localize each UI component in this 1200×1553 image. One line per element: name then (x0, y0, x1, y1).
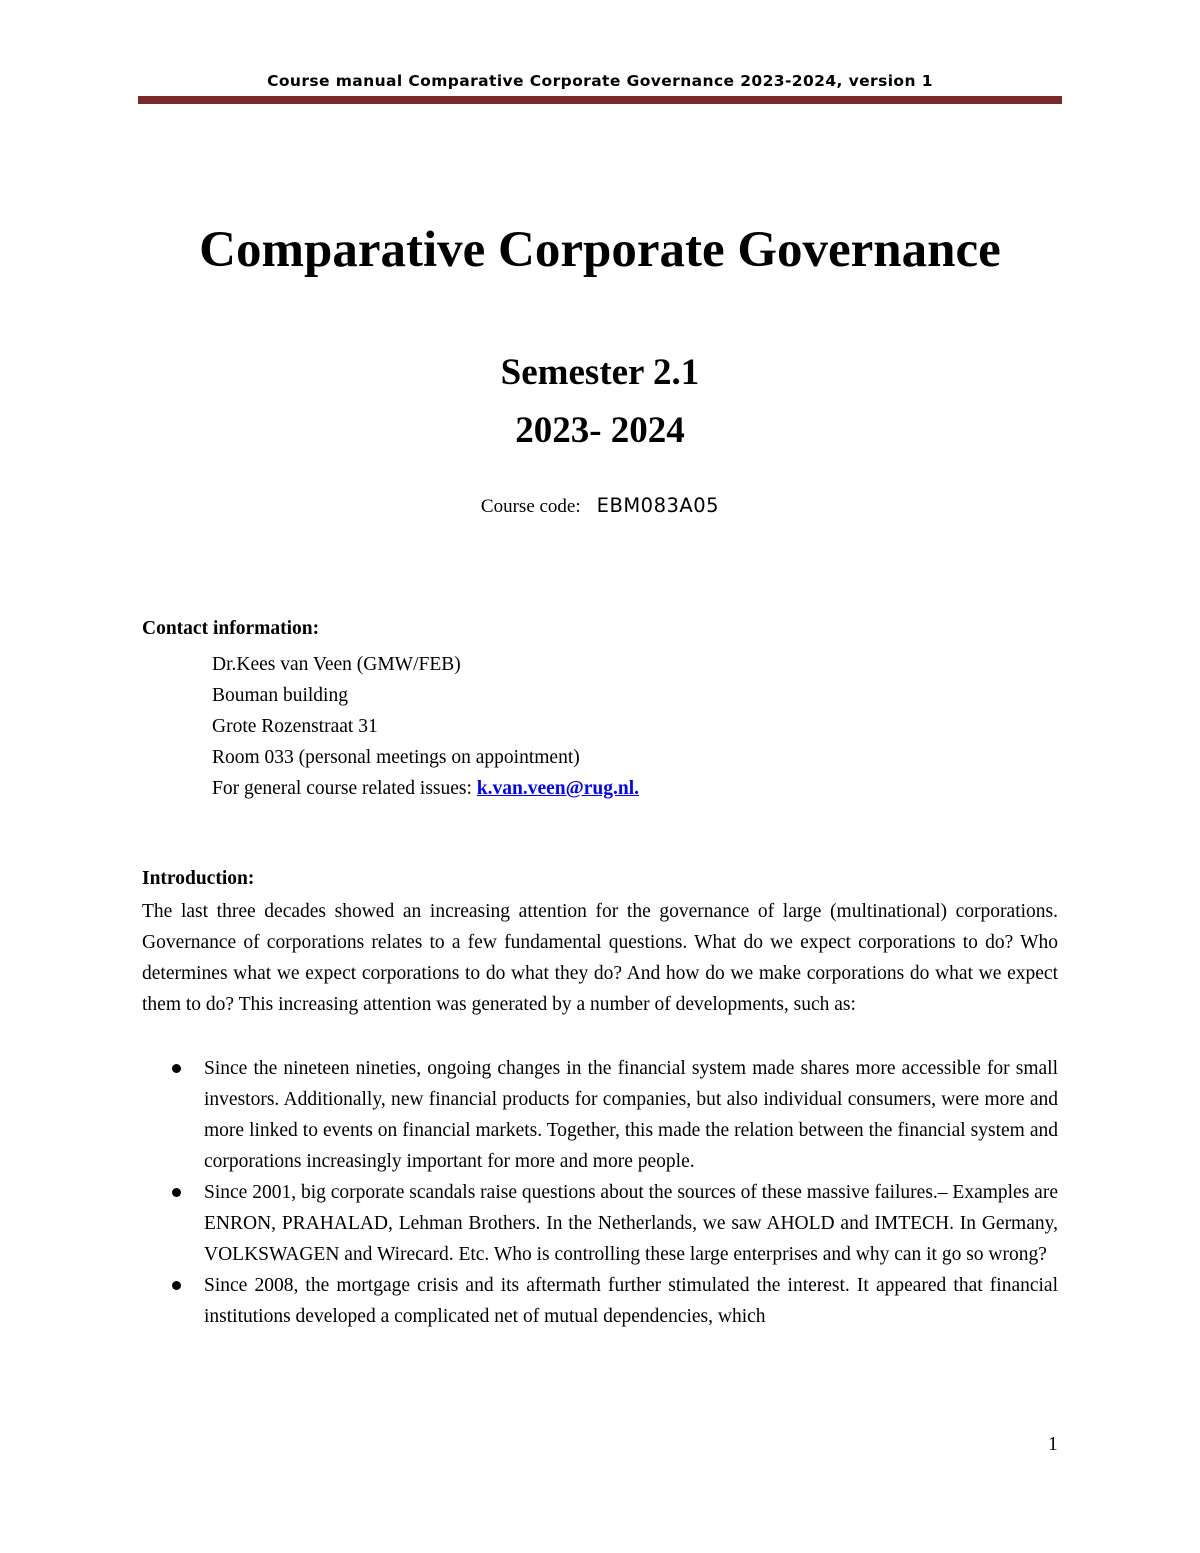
running-header: Course manual Comparative Corporate Governance 2023-2024, version 1 (267, 72, 933, 90)
semester: Semester 2.1 (500, 352, 700, 393)
contact-heading: Contact information: (142, 618, 320, 639)
course-code-value: EBM083A05 (596, 494, 720, 517)
course-code (0, 494, 1200, 519)
contact-lines (212, 649, 639, 804)
contact-building: Bouman building (212, 685, 348, 706)
introduction-heading: Introduction: (142, 868, 255, 889)
academic-year: 2023- 2024 (515, 410, 685, 451)
list-item (142, 1270, 1058, 1332)
bullet-icon (172, 1188, 181, 1197)
bullet-text: Since the nineteen nineties, ongoing changes in the financial system made shares more accessible for small investors. Additionally, new financial products for companies, but also individual consumers, were more and more linked to events on financial markets. Together, this made the relation between the financial system and corporations increasingly important for more and more people. (204, 1058, 1058, 1172)
email-link[interactable]: k.van.veen@rug.nl. (476, 778, 640, 799)
introduction-bullets (142, 1053, 1058, 1332)
contact-name: Dr.Kees van Veen (GMW/FEB) (212, 654, 461, 675)
page-number: 1 (1048, 1434, 1058, 1455)
contact-general-issues (212, 773, 639, 804)
general-issues-label: For general course related issues: (212, 778, 477, 799)
introduction-paragraph: The last three decades showed an increasing attention for the governance of large (multinational) corporations. Governance of corporations relates to a few fundamental questions. What do we expect corporations to do? Who determines what we expect corporations to do what they do? And how do we make corporations do what we expect them to do? This increasing attention was generated by a number of developments, such as: (142, 901, 1058, 1015)
header-rule (138, 96, 1062, 104)
list-item (142, 1053, 1058, 1177)
bullet-icon (172, 1281, 181, 1290)
contact-street: Grote Rozenstraat 31 (212, 716, 378, 737)
course-code-label: Course code: (480, 496, 581, 517)
list-item (142, 1177, 1058, 1270)
bullet-text: Since 2001, big corporate scandals raise questions about the sources of these massive failures.– Examples are ENRON, PRAHALAD, Lehman Brothers. In the Netherlands, we saw AHOLD and IMTECH. In Germany, VOLKSWAGEN and Wirecard. Etc. Who is controlling these large enterprises and why can it go so wrong? (204, 1182, 1058, 1265)
bullet-icon (172, 1064, 181, 1073)
bullet-text: Since 2008, the mortgage crisis and its aftermath further stimulated the interest. It appeared that financial institutions developed a complicated net of mutual dependencies, which (204, 1275, 1058, 1327)
contact-room: Room 033 (personal meetings on appointment) (212, 747, 580, 768)
document-title: Comparative Corporate Governance (199, 222, 1001, 278)
